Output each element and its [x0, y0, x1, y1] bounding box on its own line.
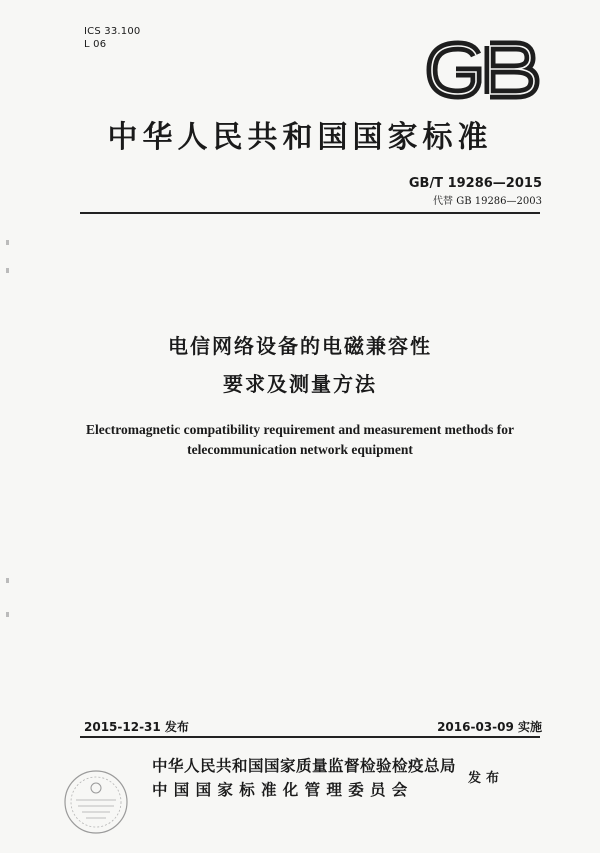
replaces-note: 代替 GB 19286—2003	[433, 196, 542, 207]
scan-margin-mark	[6, 268, 9, 273]
standard-number-block	[409, 176, 542, 207]
issuer-sac: 中国国家标准化管理委员会	[152, 781, 414, 799]
classification-codes	[84, 25, 140, 51]
issuer-aqsiq: 中华人民共和国国家质量监督检验检疫总局	[152, 757, 457, 775]
gb-logo-icon	[424, 40, 540, 100]
ccs-code: L 06	[84, 39, 107, 50]
scan-margin-mark	[6, 578, 9, 583]
implementation-date: 2016-03-09 实施	[437, 720, 542, 734]
english-title	[0, 420, 600, 460]
standard-type-heading: 中华人民共和国国家标准	[107, 120, 493, 155]
scan-margin-mark	[6, 612, 9, 617]
chinese-title-line2: 要求及测量方法	[223, 372, 377, 396]
english-title-line2: telecommunication network equipment	[187, 442, 413, 457]
chinese-title-line1: 电信网络设备的电磁兼容性	[168, 334, 432, 358]
scan-margin-mark	[6, 240, 9, 245]
ics-code: ICS 33.100	[84, 26, 141, 37]
english-title-line1: Electromagnetic compatibility requirement and measurement methods for	[86, 422, 514, 437]
circular-stamp-icon	[62, 768, 130, 836]
header-divider	[80, 212, 540, 214]
publish-verb: 发布	[468, 771, 505, 786]
standard-code: GB/T 19286—2015	[408, 176, 542, 191]
issue-date: 2015-12-31 发布	[84, 720, 189, 734]
footer-divider	[80, 736, 540, 738]
